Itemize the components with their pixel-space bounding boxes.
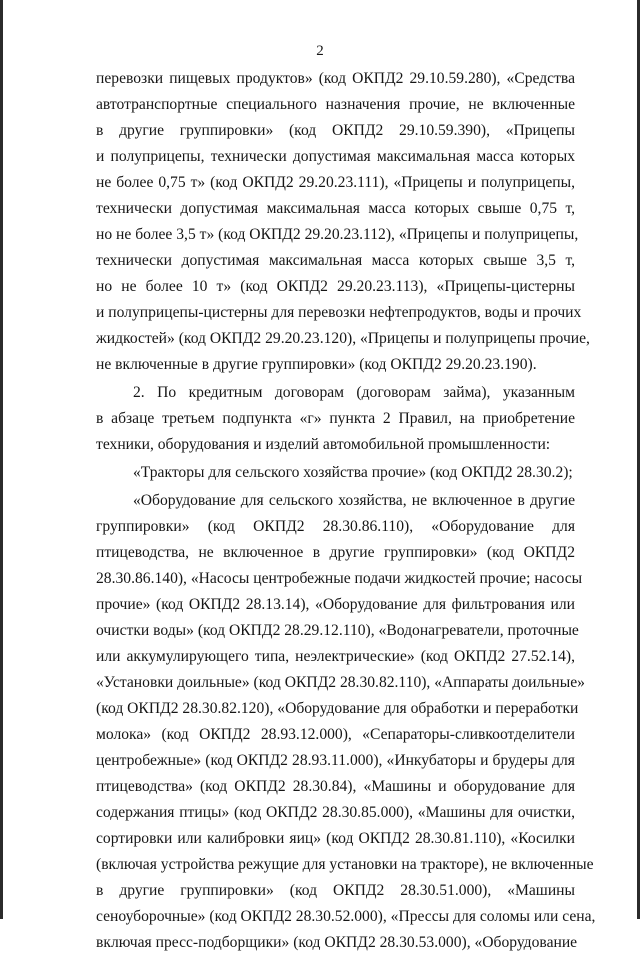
text-line: (код ОКПД2 28.30.82.120), «Оборудование для обработки и переработки [96,700,579,717]
text-line: в абзаце третьем подпункта «г» пункта 2 Правил, на приобретение [96,410,575,427]
text-line: или аккумулирующего типа, неэлектрические» (код ОКПД2 27.52.14), [96,648,575,665]
text-line: жидкостей» (код ОКПД2 29.20.23.120), «Прицепы и полуприцепы прочие, [96,330,590,347]
text-line: «Установки доильные» (код ОКПД2 28.30.82.110), «Аппараты доильные» [96,674,585,691]
text-line: сортировки или калибровки яиц» (код ОКПД2 28.30.81.110), «Косилки [96,830,575,847]
text-line: центробежные» (код ОКПД2 28.93.11.000), «Инкубаторы и брудеры для [96,752,575,769]
text-line: группировки» (код ОКПД2 28.30.86.110), «Оборудование для [96,518,575,535]
paragraph-first-line: 2. По кредитным договорам (договорам займа), указанным [133,384,575,401]
text-line: прочие» (код ОКПД2 28.13.14), «Оборудование для фильтрования или [96,596,575,613]
text-line: включая пресс-подборщики» (код ОКПД2 28.30.53.000), «Оборудование [96,934,578,951]
text-line: сеноуборочные» (код ОКПД2 28.30.52.000), «Прессы для соломы или сена, [96,908,596,925]
text-line: автотранспортные специального назначения прочие, не включенные [96,96,575,113]
text-line: птицеводства, не включенное в другие группировки» (код ОКПД2 [96,544,575,561]
paragraph-first-line: «Оборудование для сельского хозяйства, не включенное в другие [133,492,575,509]
paragraph-first-line: «Тракторы для сельского хозяйства прочие» (код ОКПД2 28.30.2); [133,464,573,481]
page-number: 2 [316,43,324,59]
text-line: перевозки пищевых продуктов» (код ОКПД2 29.10.59.280), «Средства [96,70,575,87]
text-line: и полуприцепы-цистерны для перевозки нефтепродуктов, воды и прочих [96,304,582,321]
text-line: очистки воды» (код ОКПД2 28.29.12.110), «Водонагреватели, проточные [96,622,579,639]
text-line: птицеводства» (код ОКПД2 28.30.84), «Машины и оборудование для [96,778,575,795]
text-line: 28.30.86.140), «Насосы центробежные подачи жидкостей прочие; насосы [96,570,583,587]
text-line: молока» (код ОКПД2 28.93.12.000), «Сепараторы-сливкоотделители [96,726,575,743]
text-line: но не более 3,5 т» (код ОКПД2 29.20.23.112), «Прицепы и полуприцепы, [96,226,579,243]
text-line: техники, оборудования и изделий автомобильной промышленности: [96,436,551,453]
text-line: в другие группировки» (код ОКПД2 28.30.51.000), «Машины [96,882,575,899]
text-line: технически допустимая максимальная масса которых свыше 3,5 т, [96,252,575,269]
text-line: содержания птицы» (код ОКПД2 28.30.85.000), «Машины для очистки, [96,804,575,821]
text-line: не включенные в другие группировки» (код ОКПД2 29.20.23.190). [96,356,537,373]
text-line: в другие группировки» (код ОКПД2 29.10.59.390), «Прицепы [96,122,575,139]
text-line: и полуприцепы, технически допустимая максимальная масса которых [96,148,575,165]
scan-edge-left [0,0,3,919]
text-line: но не более 10 т» (код ОКПД2 29.20.23.113), «Прицепы-цистерны [96,278,575,295]
text-line: (включая устройства режущие для установки на тракторе), не включенные [96,856,594,873]
text-line: не более 0,75 т» (код ОКПД2 29.20.23.111), «Прицепы и полуприцепы, [96,174,575,191]
text-line: технически допустимая максимальная масса которых свыше 0,75 т, [96,200,575,217]
